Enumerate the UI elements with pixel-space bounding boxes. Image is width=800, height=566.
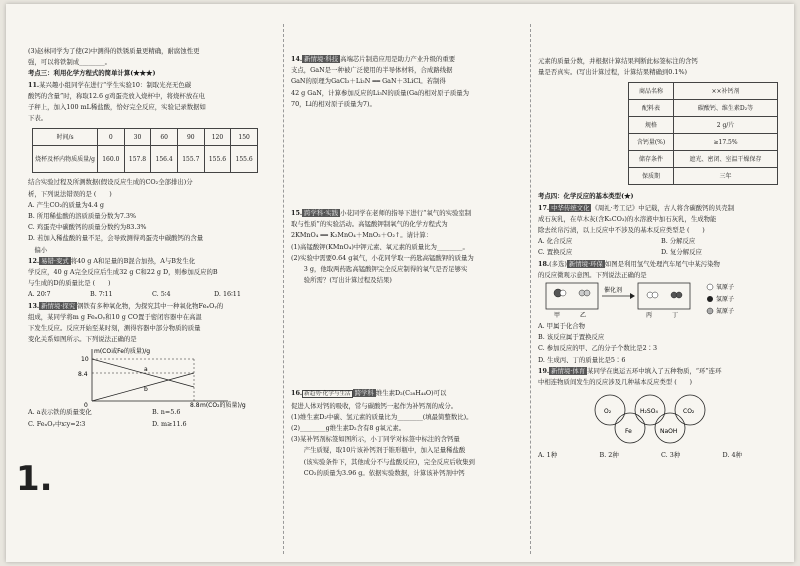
hydrogen-atom-icon bbox=[707, 296, 713, 302]
q11-line: 结合实验过程及所测数据(假设反应生成的CO₂全部排出)分 bbox=[28, 178, 193, 187]
q17-line: 除去丝帛污渍，以上反应中不涉及的基本反应类型是 ( ) bbox=[538, 226, 705, 235]
q14-line: 70，Li的相对原子质量为7)。 bbox=[291, 99, 376, 108]
table-row bbox=[629, 134, 778, 151]
q16-line: 产生质疑，取10片该补钙剂于锥形瓶中，加入足量稀盐酸 bbox=[291, 446, 466, 455]
table-row bbox=[629, 117, 778, 134]
table-cell: ≥17.5% bbox=[674, 134, 778, 151]
mass-graph bbox=[78, 345, 246, 410]
table-cell: 160.0 bbox=[98, 146, 125, 173]
table-cell: 碳酸钙、维生素D₂等 bbox=[674, 100, 778, 117]
label-ding: 丁 bbox=[672, 312, 679, 320]
q12-line: 学反应，40 g A完全反应后生成32 g C和22 g D，则参加反应的B bbox=[28, 268, 218, 277]
ring-label: H₂SO₄ bbox=[640, 408, 658, 416]
origin-label: 0 bbox=[84, 402, 88, 410]
q3-line: 强，可以将铁制成________。 bbox=[28, 58, 112, 67]
option: D. 若加入稀盐酸的量不足，会导致测得鸡蛋壳中碳酸钙的含量 bbox=[28, 234, 204, 243]
line-b bbox=[92, 373, 194, 401]
table-cell: 156.4 bbox=[151, 146, 178, 173]
option: A. 产生CO₂的质量为4.4 g bbox=[28, 200, 104, 209]
q17-line: 17. 中华传统文化 《周礼·考工记》中记载，古人将含碳酸钙的贝壳制 bbox=[538, 203, 735, 212]
option: B. 该反应属于置换反应 bbox=[538, 333, 605, 342]
q13-line: 下发生反应。反应开始至某时刻，测得容器中部分物质的质量 bbox=[28, 324, 201, 333]
molecule bbox=[652, 292, 658, 298]
table-row bbox=[629, 151, 778, 168]
option: A. 20∶7 bbox=[28, 290, 51, 299]
reaction-diagram bbox=[538, 281, 784, 321]
q16-line: (3)某补钙剂标签如图所示，小丁同学对标签中标注的含钙量 bbox=[291, 435, 460, 444]
paper-page bbox=[6, 4, 794, 562]
table-cell: 三年 bbox=[674, 168, 778, 185]
column-divider bbox=[530, 24, 531, 554]
molecule bbox=[584, 290, 590, 296]
section-title: 考点三：利用化学方程式的简单计算(★★★) bbox=[28, 69, 156, 78]
option: A. 甲属于化合物 bbox=[538, 322, 586, 331]
ring-label: NaOH bbox=[660, 428, 678, 436]
q16-cont: 元素的质量分数，并根据计算结果判断此标签标注的含钙 bbox=[538, 57, 698, 65]
table-cell: 155.6 bbox=[231, 146, 258, 173]
option: B. n=5.6 bbox=[152, 408, 181, 417]
q16-line: (该实验条件下，其他成分不与盐酸反应)，完全反应后收集到 bbox=[291, 457, 475, 466]
right-column bbox=[538, 4, 784, 562]
nitrogen-atom-icon bbox=[707, 308, 713, 314]
section-title: 考点四：化学反应的基本类型(★) bbox=[538, 192, 634, 201]
y-axis-label: m(CO或Fe的质量)/g bbox=[94, 348, 151, 356]
option: C. 置换反应 bbox=[538, 248, 573, 257]
q16-line: (2)________g维生素D₂含有8 g氧元素。 bbox=[291, 424, 406, 433]
q17-line: 成石灰乳，在草木灰(含K₂CO₃)的水溶液中加石灰乳，生成物能 bbox=[538, 214, 717, 223]
q14-line: 42 g GaN，计算参加反应的Li₃N的质量(Ga的相对原子质量为 bbox=[291, 88, 470, 97]
q15-line: (1)高锰酸钾(KMnO₄)中钾元素、氧元素的质量比为________。 bbox=[291, 242, 469, 251]
q13-line: 变化关系如图所示。下列说法正确的是 bbox=[28, 335, 137, 344]
table-row bbox=[629, 83, 778, 100]
q18-line: 18.(多选) 新情境·环保 如图是利用氢气处理汽车尾气中某污染物 bbox=[538, 259, 720, 268]
corner-mark: 1. bbox=[16, 459, 53, 499]
table-cell: 商品名称 bbox=[629, 83, 674, 100]
table-row bbox=[629, 100, 778, 117]
molecule bbox=[560, 290, 566, 296]
q15-line: (2)实验中需要0.64 g氧气，小花同学取一药匙高锰酸钾的质量为 bbox=[291, 253, 474, 262]
line-b-label: b bbox=[144, 386, 148, 394]
tick-label: 10 bbox=[81, 356, 89, 364]
label-bing: 丙 bbox=[646, 312, 653, 320]
table-cell: 2 g/片 bbox=[674, 117, 778, 134]
label-jia: 甲 bbox=[554, 312, 561, 320]
table-cell: ××补钙剂 bbox=[674, 83, 778, 100]
q14-line: 14. 新情境·科技 高端芯片制造应用是助力产业升级的重要 bbox=[291, 55, 456, 63]
q13-line: 组成，某同学将m g FeₓOᵧ和10 g CO置于密闭容器中在高温 bbox=[28, 312, 202, 321]
product-box bbox=[638, 283, 690, 309]
q15-line: 3 g，他取两药匙高锰酸钾完全反应制得的氧气是否足够实 bbox=[291, 265, 468, 274]
catalyst-label: 催化剂 bbox=[604, 287, 623, 295]
q15-line: 15. 跨学科·实践 小花同学在老师的指导下进行“氧气的实验室制 bbox=[291, 209, 472, 218]
q19-line: 中相连物质间发生的反应涉及几种基本反应类型 ( ) bbox=[538, 378, 693, 387]
table-cell: 60 bbox=[151, 129, 178, 146]
q15-line: 取与性质”的实验活动。高锰酸钾制氧气的化学方程式为 bbox=[291, 220, 448, 229]
q12-line: 与生成的D的质量比是 ( ) bbox=[28, 279, 111, 288]
x-axis-label: m(CO₂的质量)/g bbox=[200, 402, 246, 410]
q16-line: 16. 新趋势·化学与生活 跨学科 维生素D₂(C₂₈H₄₄O)可以 bbox=[291, 389, 447, 398]
reactant-box bbox=[546, 283, 598, 309]
legend-n: 氮原子 bbox=[716, 308, 735, 316]
option: B. 所用稀盐酸的溶质质量分数为7.3% bbox=[28, 212, 137, 221]
line-a-label: a bbox=[144, 366, 148, 374]
table-cell: 30 bbox=[124, 129, 151, 146]
q16-cont: 量是否真实。(写出计算过程，计算结果精确到0.1%) bbox=[538, 68, 688, 77]
table-cell: 157.8 bbox=[124, 146, 151, 173]
q16-line: CO₂的质量为3.96 g。依据实验数据，计算该补钙剂中钙 bbox=[291, 468, 465, 477]
ring-label: O₂ bbox=[604, 408, 612, 416]
label-yi: 乙 bbox=[580, 312, 587, 320]
table-row bbox=[33, 129, 258, 146]
option: C. 参加反应的甲、乙的分子个数比是2∶3 bbox=[538, 344, 658, 353]
option: C. 5∶4 bbox=[152, 290, 171, 299]
option: D. 复分解反应 bbox=[661, 248, 702, 257]
olympic-rings-diagram bbox=[538, 388, 784, 450]
q19-options bbox=[538, 450, 784, 461]
q11-line: 析，下列说法错误的是 ( ) bbox=[28, 189, 112, 198]
table-cell: 规格 bbox=[629, 117, 674, 134]
left-column bbox=[16, 4, 276, 562]
option: A. 1种 bbox=[538, 451, 558, 460]
option: A. 化合反应 bbox=[538, 237, 573, 246]
option: D. 16∶11 bbox=[214, 290, 241, 299]
q19-line: 19. 新情境·体育 某同学在奥运五环中填入了五种物质，“环”连环 bbox=[538, 366, 722, 375]
q11-line: 11.某兴趣小组同学在进行“学生实验10：制取光亮无色碳 bbox=[28, 80, 192, 89]
option: D. m≥11.6 bbox=[152, 419, 187, 428]
middle-column bbox=[291, 4, 523, 562]
answer-space bbox=[291, 110, 523, 208]
supplement-label-table bbox=[628, 82, 778, 185]
q12-line: 12. 易错·变式 将40 g A和足量的B混合加热，A与B发生化 bbox=[28, 256, 196, 265]
q16-line: 促进人体对钙的吸收，常与碳酸钙一起作为补钙剂的成分。 bbox=[291, 401, 458, 410]
q13-line: 13. 新情境·探究 钢铁有多种氧化物，为探究其中一种氧化物FeₓOᵧ的 bbox=[28, 301, 224, 310]
table-cell: 配料表 bbox=[629, 100, 674, 117]
option: C. FeₓOᵧ中x∶y=2∶3 bbox=[28, 419, 86, 428]
q14-line: GaN的原理为GaCl₃＋Li₃N ══ GaN＋3LiCl。若制得 bbox=[291, 77, 446, 86]
table-header: 烧杯及杯内物质质量/g bbox=[33, 146, 98, 173]
table-row bbox=[33, 146, 258, 173]
mass-time-table bbox=[32, 128, 258, 173]
table-cell: 储存条件 bbox=[629, 151, 674, 168]
ring-label: Fe bbox=[625, 428, 632, 436]
arrow-head bbox=[630, 293, 635, 299]
molecule bbox=[676, 292, 682, 298]
legend-h: 氢原子 bbox=[716, 296, 735, 304]
option: B. 7∶11 bbox=[90, 290, 113, 299]
table-cell: 155.7 bbox=[177, 146, 204, 173]
table-cell: 含钙量(%) bbox=[629, 134, 674, 151]
table-cell: 保质期 bbox=[629, 168, 674, 185]
q14-line: 支点，GaN是一种被广泛使用的半导体材料，合成路线据 bbox=[291, 66, 453, 75]
table-header: 时间/s bbox=[33, 129, 98, 146]
option: C. 鸡蛋壳中碳酸钙的质量分数约为83.3% bbox=[28, 223, 147, 232]
line-a bbox=[92, 359, 194, 387]
option: D. 生成丙、丁的质量比是5∶6 bbox=[538, 355, 626, 364]
q18-line: 的反应微观示意图。下列说法正确的是 bbox=[538, 270, 647, 279]
option: B. 2种 bbox=[599, 451, 619, 460]
option: D. 4种 bbox=[722, 451, 742, 460]
tick-label: 8.8 bbox=[190, 402, 200, 410]
column-divider bbox=[283, 24, 284, 554]
answer-space bbox=[291, 286, 523, 388]
table-cell: 0 bbox=[98, 129, 125, 146]
table-cell: 120 bbox=[204, 129, 231, 146]
q13-options bbox=[28, 419, 276, 430]
q17-options bbox=[538, 247, 784, 258]
option: B. 分解反应 bbox=[661, 237, 696, 246]
table-cell: 150 bbox=[231, 129, 258, 146]
table-cell: 155.6 bbox=[204, 146, 231, 173]
q15-line: 2KMnO₄ ══ K₂MnO₄＋MnO₂＋O₂↑。请计算： bbox=[291, 231, 433, 240]
table-cell: 90 bbox=[177, 129, 204, 146]
oxygen-atom-icon bbox=[707, 284, 713, 290]
q13-options bbox=[28, 407, 276, 418]
tick-label: 8.4 bbox=[78, 371, 88, 379]
option: 偏小 bbox=[28, 245, 48, 254]
q12-options bbox=[28, 289, 276, 300]
q11-line: 酸钙的含量”时，称取12.6 g鸡蛋壳放入烧杯中，将烧杯放在电 bbox=[28, 91, 205, 100]
q11-line: 下表。 bbox=[28, 114, 48, 123]
q15-line: 验所需？(写出计算过程及结果) bbox=[291, 276, 392, 285]
option: A. a表示铁的质量变化 bbox=[28, 408, 92, 417]
q3-line: (3)赵林同学为了使(2)中测得的铁锈质量更精确，耐腐蚀性更 bbox=[28, 47, 200, 55]
option: C. 3种 bbox=[661, 451, 681, 460]
legend-o: 氧原子 bbox=[716, 284, 735, 292]
ring-label: CO₂ bbox=[683, 408, 695, 416]
table-row bbox=[629, 168, 778, 185]
q11-line: 子秤上，加入100 mL稀盐酸，恰好完全反应，实验记录数据如 bbox=[28, 103, 206, 112]
q17-options bbox=[538, 236, 784, 247]
table-cell: 遮光、密闭、室温干燥保存 bbox=[674, 151, 778, 168]
q16-line: (1)维生素D₂中碳、氢元素的质量比为________(填最简整数比)。 bbox=[291, 412, 473, 421]
